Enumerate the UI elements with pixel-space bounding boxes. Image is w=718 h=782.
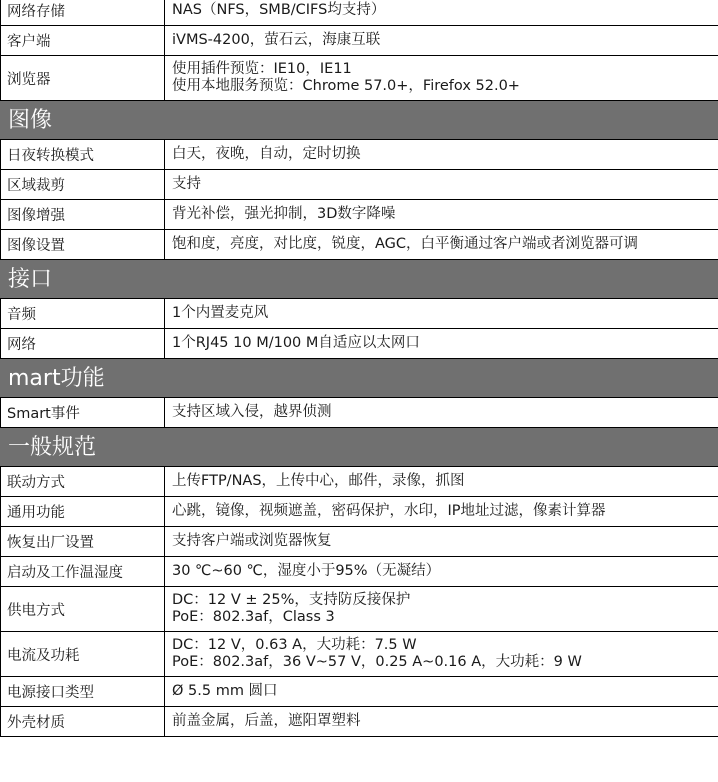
spec-row	[0, 677, 718, 707]
spec-row	[0, 140, 718, 170]
spec-value-line: 支持区域入侵，越界侦测	[172, 404, 332, 420]
spec-value-line: Ø 5.5 mm 圆口	[172, 683, 278, 699]
spec-row	[0, 170, 718, 200]
spec-key: Smart事件	[0, 398, 165, 427]
spec-value	[165, 299, 718, 328]
spec-key: 通用功能	[0, 497, 165, 526]
spec-key: 浏览器	[0, 56, 165, 100]
spec-row	[0, 398, 718, 428]
spec-key: 启动及工作温湿度	[0, 557, 165, 586]
spec-row	[0, 467, 718, 497]
spec-value-line: 上传FTP/NAS，上传中心，邮件，录像，抓图	[172, 473, 465, 489]
spec-row	[0, 329, 718, 359]
spec-key: 图像增强	[0, 200, 165, 229]
spec-key: 网络	[0, 329, 165, 358]
spec-key: 外壳材质	[0, 707, 165, 736]
spec-row	[0, 497, 718, 527]
spec-row	[0, 230, 718, 260]
spec-value-line: iVMS-4200，萤石云，海康互联	[172, 32, 381, 48]
spec-value	[165, 329, 718, 358]
spec-value-line: DC：12 V ± 25%，支持防反接保护	[172, 592, 411, 608]
spec-value-line: NAS（NFS，SMB/CIFS均支持）	[172, 2, 386, 18]
spec-value	[165, 467, 718, 496]
spec-value-line: PoE：802.3af，36 V~57 V，0.25 A~0.16 A，大功耗：9 W	[172, 654, 582, 670]
spec-key: 联动方式	[0, 467, 165, 496]
spec-key: 客户端	[0, 26, 165, 55]
spec-value-line: 支持客户端或浏览器恢复	[172, 533, 332, 549]
spec-value-line: 30 ℃~60 ℃，湿度小于95%（无凝结）	[172, 563, 441, 579]
spec-value-line: 使用本地服务预览：Chrome 57.0+，Firefox 52.0+	[172, 78, 520, 94]
spec-value-line: 1个RJ45 10 M/100 M自适应以太网口	[172, 335, 420, 351]
spec-value	[165, 26, 718, 55]
spec-value-line: 背光补偿，强光抑制，3D数字降噪	[172, 206, 396, 222]
spec-value	[165, 677, 718, 706]
spec-key: 图像设置	[0, 230, 165, 259]
spec-row	[0, 527, 718, 557]
spec-row	[0, 632, 718, 677]
spec-value	[165, 398, 718, 427]
spec-value-line: 1个内置麦克风	[172, 305, 269, 321]
spec-row	[0, 299, 718, 329]
spec-key: 供电方式	[0, 587, 165, 631]
spec-row	[0, 200, 718, 230]
spec-key: 电流及功耗	[0, 632, 165, 676]
spec-value-line: 支持	[172, 176, 201, 192]
section-header: mart功能	[0, 359, 718, 398]
spec-row	[0, 557, 718, 587]
spec-key: 日夜转换模式	[0, 140, 165, 169]
spec-row	[0, 26, 718, 56]
spec-value-line: DC：12 V，0.63 A，大功耗：7.5 W	[172, 637, 417, 653]
spec-value-line: PoE：802.3af，Class 3	[172, 609, 335, 625]
spec-value	[165, 632, 718, 676]
spec-value-line: 饱和度，亮度，对比度，锐度，AGC，白平衡通过客户端或者浏览器可调	[172, 236, 639, 252]
spec-key: 区域裁剪	[0, 170, 165, 199]
spec-row	[0, 56, 718, 101]
spec-row	[0, 707, 718, 737]
section-header: 一般规范	[0, 428, 718, 467]
spec-value-line: 白天，夜晚，自动，定时切换	[172, 146, 361, 162]
spec-value	[165, 170, 718, 199]
spec-row	[0, 587, 718, 632]
spec-value	[165, 497, 718, 526]
spec-value-line: 使用插件预览：IE10，IE11	[172, 61, 352, 77]
spec-value	[165, 707, 718, 736]
spec-key: 音频	[0, 299, 165, 328]
spec-value-line: 前盖金属，后盖，遮阳罩塑料	[172, 713, 361, 729]
spec-value	[165, 200, 718, 229]
section-header: 接口	[0, 260, 718, 299]
section-header: 图像	[0, 101, 718, 140]
spec-value-line: 心跳，镜像，视频遮盖，密码保护，水印，IP地址过滤，像素计算器	[172, 503, 606, 519]
spec-key: 电源接口类型	[0, 677, 165, 706]
spec-value	[165, 557, 718, 586]
spec-value	[165, 230, 718, 259]
spec-value	[165, 140, 718, 169]
spec-value	[165, 587, 718, 631]
spec-row	[0, 0, 718, 26]
spec-value	[165, 0, 718, 25]
spec-value	[165, 56, 718, 100]
spec-value	[165, 527, 718, 556]
spec-key: 网络存储	[0, 0, 165, 25]
spec-key: 恢复出厂设置	[0, 527, 165, 556]
